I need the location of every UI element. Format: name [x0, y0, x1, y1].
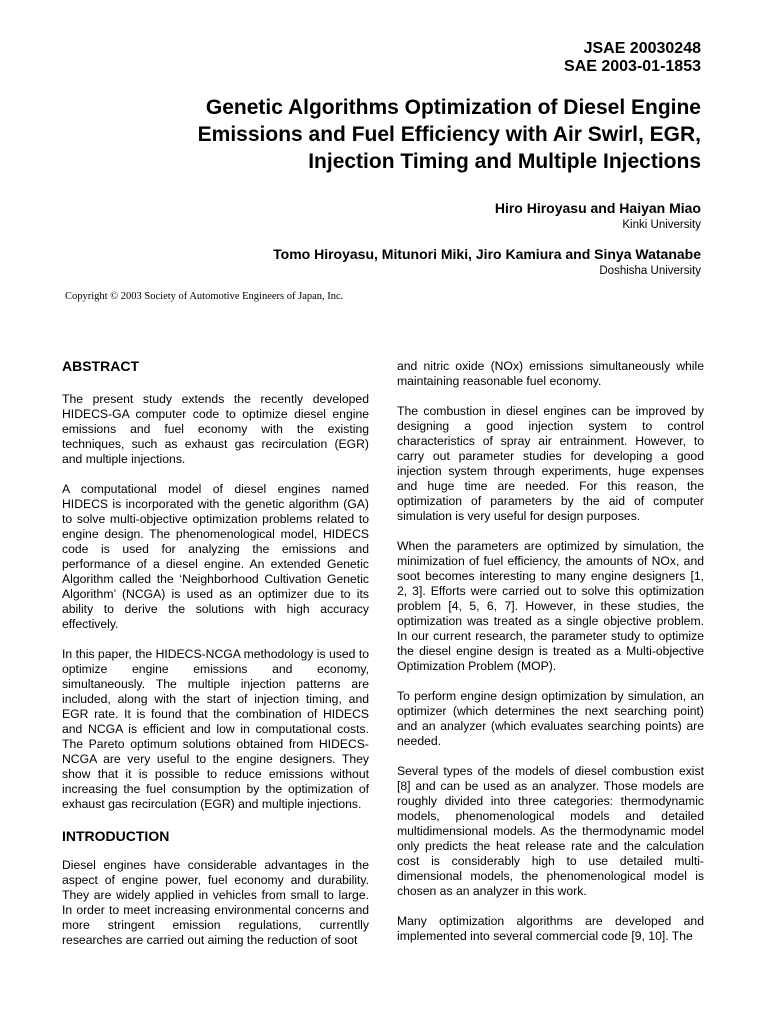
abstract-heading: ABSTRACT	[62, 358, 139, 374]
body-paragraph: and nitric oxide (NOx) emissions simultaneously while maintaining reasonable fuel economy.	[397, 359, 704, 388]
paper-title	[100, 94, 701, 175]
jsae-number: JSAE 20030248	[583, 40, 701, 57]
body-paragraph: Several types of the models of diesel combustion exist [8] and can be used as an analyzer. Those models are roughly divided into three categories: thermodynamic models, phenomenological models and detailed multidimensional models. As the thermodynamic model only predicts the heat release rate and the calculation cost is considerably high to use detailed multi-dimensional models, the phenomenological model is chosen as an analyzer in this work.	[397, 764, 704, 898]
author-names: Tomo Hiroyasu, Mitunori Miki, Jiro Kamiura and Sinya Watanabe	[273, 246, 701, 262]
copyright-notice: Copyright © 2003 Society of Automotive Engineers of Japan, Inc.	[65, 291, 344, 302]
author-affiliation: Doshisha University	[599, 265, 701, 277]
author-names: Hiro Hiroyasu and Haiyan Miao	[494, 200, 701, 216]
abstract-paragraph: In this paper, the HIDECS-NCGA methodology is used to optimize engine emissions and economy, simultaneously. The multiple injection patterns are included, along with the start of injection timing, and EGR rate. It is found that the combination of HIDECS and NCGA is efficient and low in computational costs. The Pareto optimum solutions obtained from HIDECS-NCGA are very useful to the engine designers. They show that it is possible to reduce emissions without increasing the fuel consumption by the optimization of exhaust gas recirculation (EGR) and multiple injections.	[62, 647, 369, 811]
introduction-heading: INTRODUCTION	[62, 828, 170, 844]
title-line-3: Injection Timing and Multiple Injections	[308, 150, 701, 173]
author-group-2	[273, 245, 701, 279]
author-group-1	[495, 199, 701, 233]
author-affiliation: Kinki University	[622, 219, 701, 231]
title-line-1: Genetic Algorithms Optimization of Diesel Engine	[205, 96, 701, 119]
body-paragraph: Many optimization algorithms are developed and implemented into several commercial code [9, 10]. The	[397, 914, 704, 943]
title-line-2: Emissions and Fuel Efficiency with Air Swirl, EGR,	[197, 123, 701, 146]
right-column	[397, 359, 704, 959]
body-paragraph: To perform engine design optimization by simulation, an optimizer (which determines the next searching point) and an analyzer (which evaluates searching points) are needed.	[397, 689, 704, 748]
introduction-paragraph: Diesel engines have considerable advantages in the aspect of engine power, fuel economy and durability. They are widely applied in vehicles from small to large. In order to meet increasing environmental concerns and more stringent emission regulations, currentlly researches are carried out aiming the reduction of soot	[62, 858, 369, 947]
body-paragraph: The combustion in diesel engines can be improved by designing a good injection system to control characteristics of spray air entrainment. However, to carry out parameter studies for developing a good injection system through experiments, huge expenses and huge time are needed. For this reason, the optimization of parameters by the aid of computer simulation is very useful for design purposes.	[397, 404, 704, 523]
left-column	[62, 357, 369, 963]
paper-identifiers	[564, 40, 701, 76]
sae-number: SAE 2003-01-1853	[564, 58, 701, 75]
abstract-paragraph: The present study extends the recently developed HIDECS-GA computer code to optimize diesel engine emissions and fuel economy with the existing techniques, such as exhaust gas recirculation (EGR) and multiple injections.	[62, 392, 369, 466]
abstract-paragraph: A computational model of diesel engines named HIDECS is incorporated with the genetic algorithm (GA) to solve multi-objective optimization problems related to engine design. The phenomenological model, HIDECS code is used for analyzing the emissions and performance of a diesel engine. An extended Genetic Algorithm called the ‘Neighborhood Cultivation Genetic Algorithm’ (NCGA) is used as an optimizer due to its ability to derive the solutions with high accuracy effectively.	[62, 482, 369, 631]
body-paragraph: When the parameters are optimized by simulation, the minimization of fuel efficiency, the amounts of NOx, and soot becomes interesting to many engine designers [1, 2, 3]. Efforts were carried out to solve this optimization problem [4, 5, 6, 7]. However, in these studies, the optimization was treated as a single objective problem. In our current research, the parameter study to optimize the diesel engine design is treated as a Multi-objective Optimization Problem (MOP).	[397, 539, 704, 673]
